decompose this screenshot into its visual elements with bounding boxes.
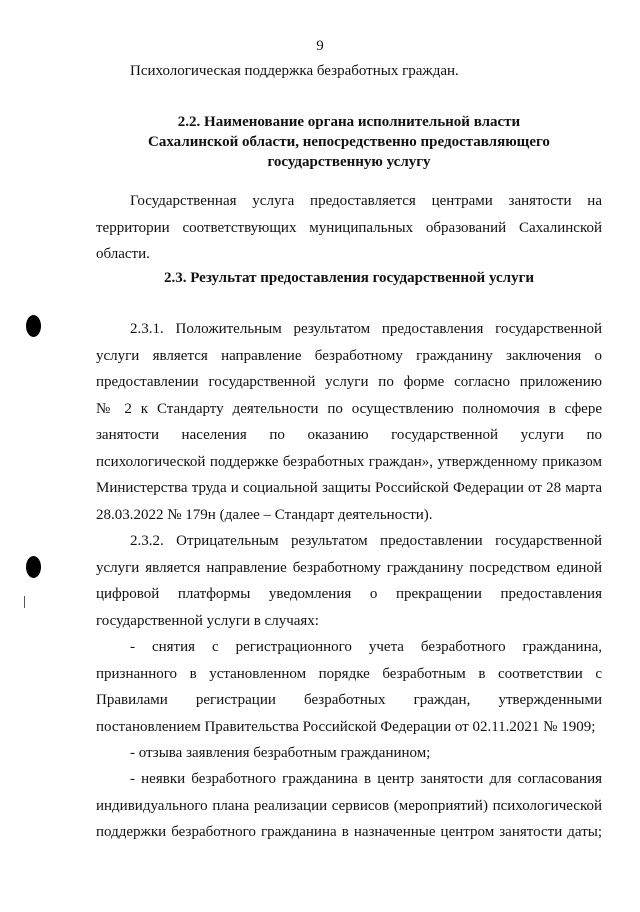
paragraph-line: территории соответствующих муниципальных образований Сахалинской [96,219,602,236]
paragraph-line: постановлением Правительства Российской Федерации от 02.11.2021 № 1909; [96,718,596,735]
paragraph-line: - снятия с регистрационного учета безработного гражданина, [130,639,602,655]
scan-speck [24,596,25,608]
paragraph-line: предоставлении государственной услуги по форме согласно приложению [96,374,602,390]
paragraph-line: 2.3.1. Положительным результатом предоставления государственной [130,321,602,337]
paragraph-line: № 2 к Стандарту деятельности по осуществлению полномочия в сфере [96,400,602,417]
section-2-2-heading [96,112,602,172]
section-2-2-paragraph [96,188,602,268]
paragraph-line: государственной услуги в случаях: [96,612,319,629]
paragraph-line: услуги является направление безработному гражданину заключения о [96,347,602,364]
paragraph-line: 28.03.2022 № 179н (далее – Стандарт деятельности). [96,506,433,523]
paragraph-line: Правилами регистрации безработных граждан, утвержденными [96,692,602,708]
paragraph-2-3-2 [96,528,602,634]
page-number: 9 [316,38,324,54]
paragraph-line: 2.3.2. Отрицательным результатом предоставлении государственной [130,533,602,549]
intro-line: Психологическая поддержка безработных граждан. [130,63,459,79]
paragraph-line: Государственная услуга предоставляется центрами занятости на [130,193,602,209]
bullet-deregistration [96,634,602,740]
paragraph-line: занятости населения по оказанию государственной услуги по [96,427,602,443]
paragraph-2-3-1 [96,316,602,528]
punch-hole-lower [26,556,41,578]
paragraph-line: поддержки безработного гражданина в назначенные центром занятости даты; [96,824,602,840]
paragraph-line: Министерства труда и социальной защиты Российской Федерации от 28 марта [96,480,602,496]
paragraph-line: услуги является направление безработному гражданину посредством единой [96,559,602,576]
section-2-2-heading-line-2: Сахалинской области, непосредственно предоставляющего [148,134,550,150]
paragraph-line: цифровой платформы уведомления о прекращении предоставления [96,586,602,602]
section-2-3-heading-line: 2.3. Результат предоставления государственной услуги [163,270,535,286]
section-2-3-heading [96,268,602,288]
paragraph-line: - отзыва заявления безработным гражданином; [130,745,431,761]
paragraph-line: признанного в установленном порядке безработным в соответствии с [96,665,602,682]
punch-hole-upper [26,315,41,337]
paragraph-line: психологической поддержке безработных граждан», утвержденному приказом [96,453,602,470]
paragraph-line: индивидуального плана реализации сервисов (мероприятий) психологической [96,797,602,814]
paragraph-line: - неявки безработного гражданина в центр занятости для согласования [130,771,602,787]
paragraph-line: области. [96,246,150,262]
bullet-withdrawal [96,740,602,767]
section-2-2-heading-line-1: 2.2. Наименование органа исполнительной власти [177,114,521,130]
section-2-2-heading-line-3: государственную услугу [267,154,431,170]
intro-paragraph [96,58,602,85]
bullet-no-show [96,766,602,846]
